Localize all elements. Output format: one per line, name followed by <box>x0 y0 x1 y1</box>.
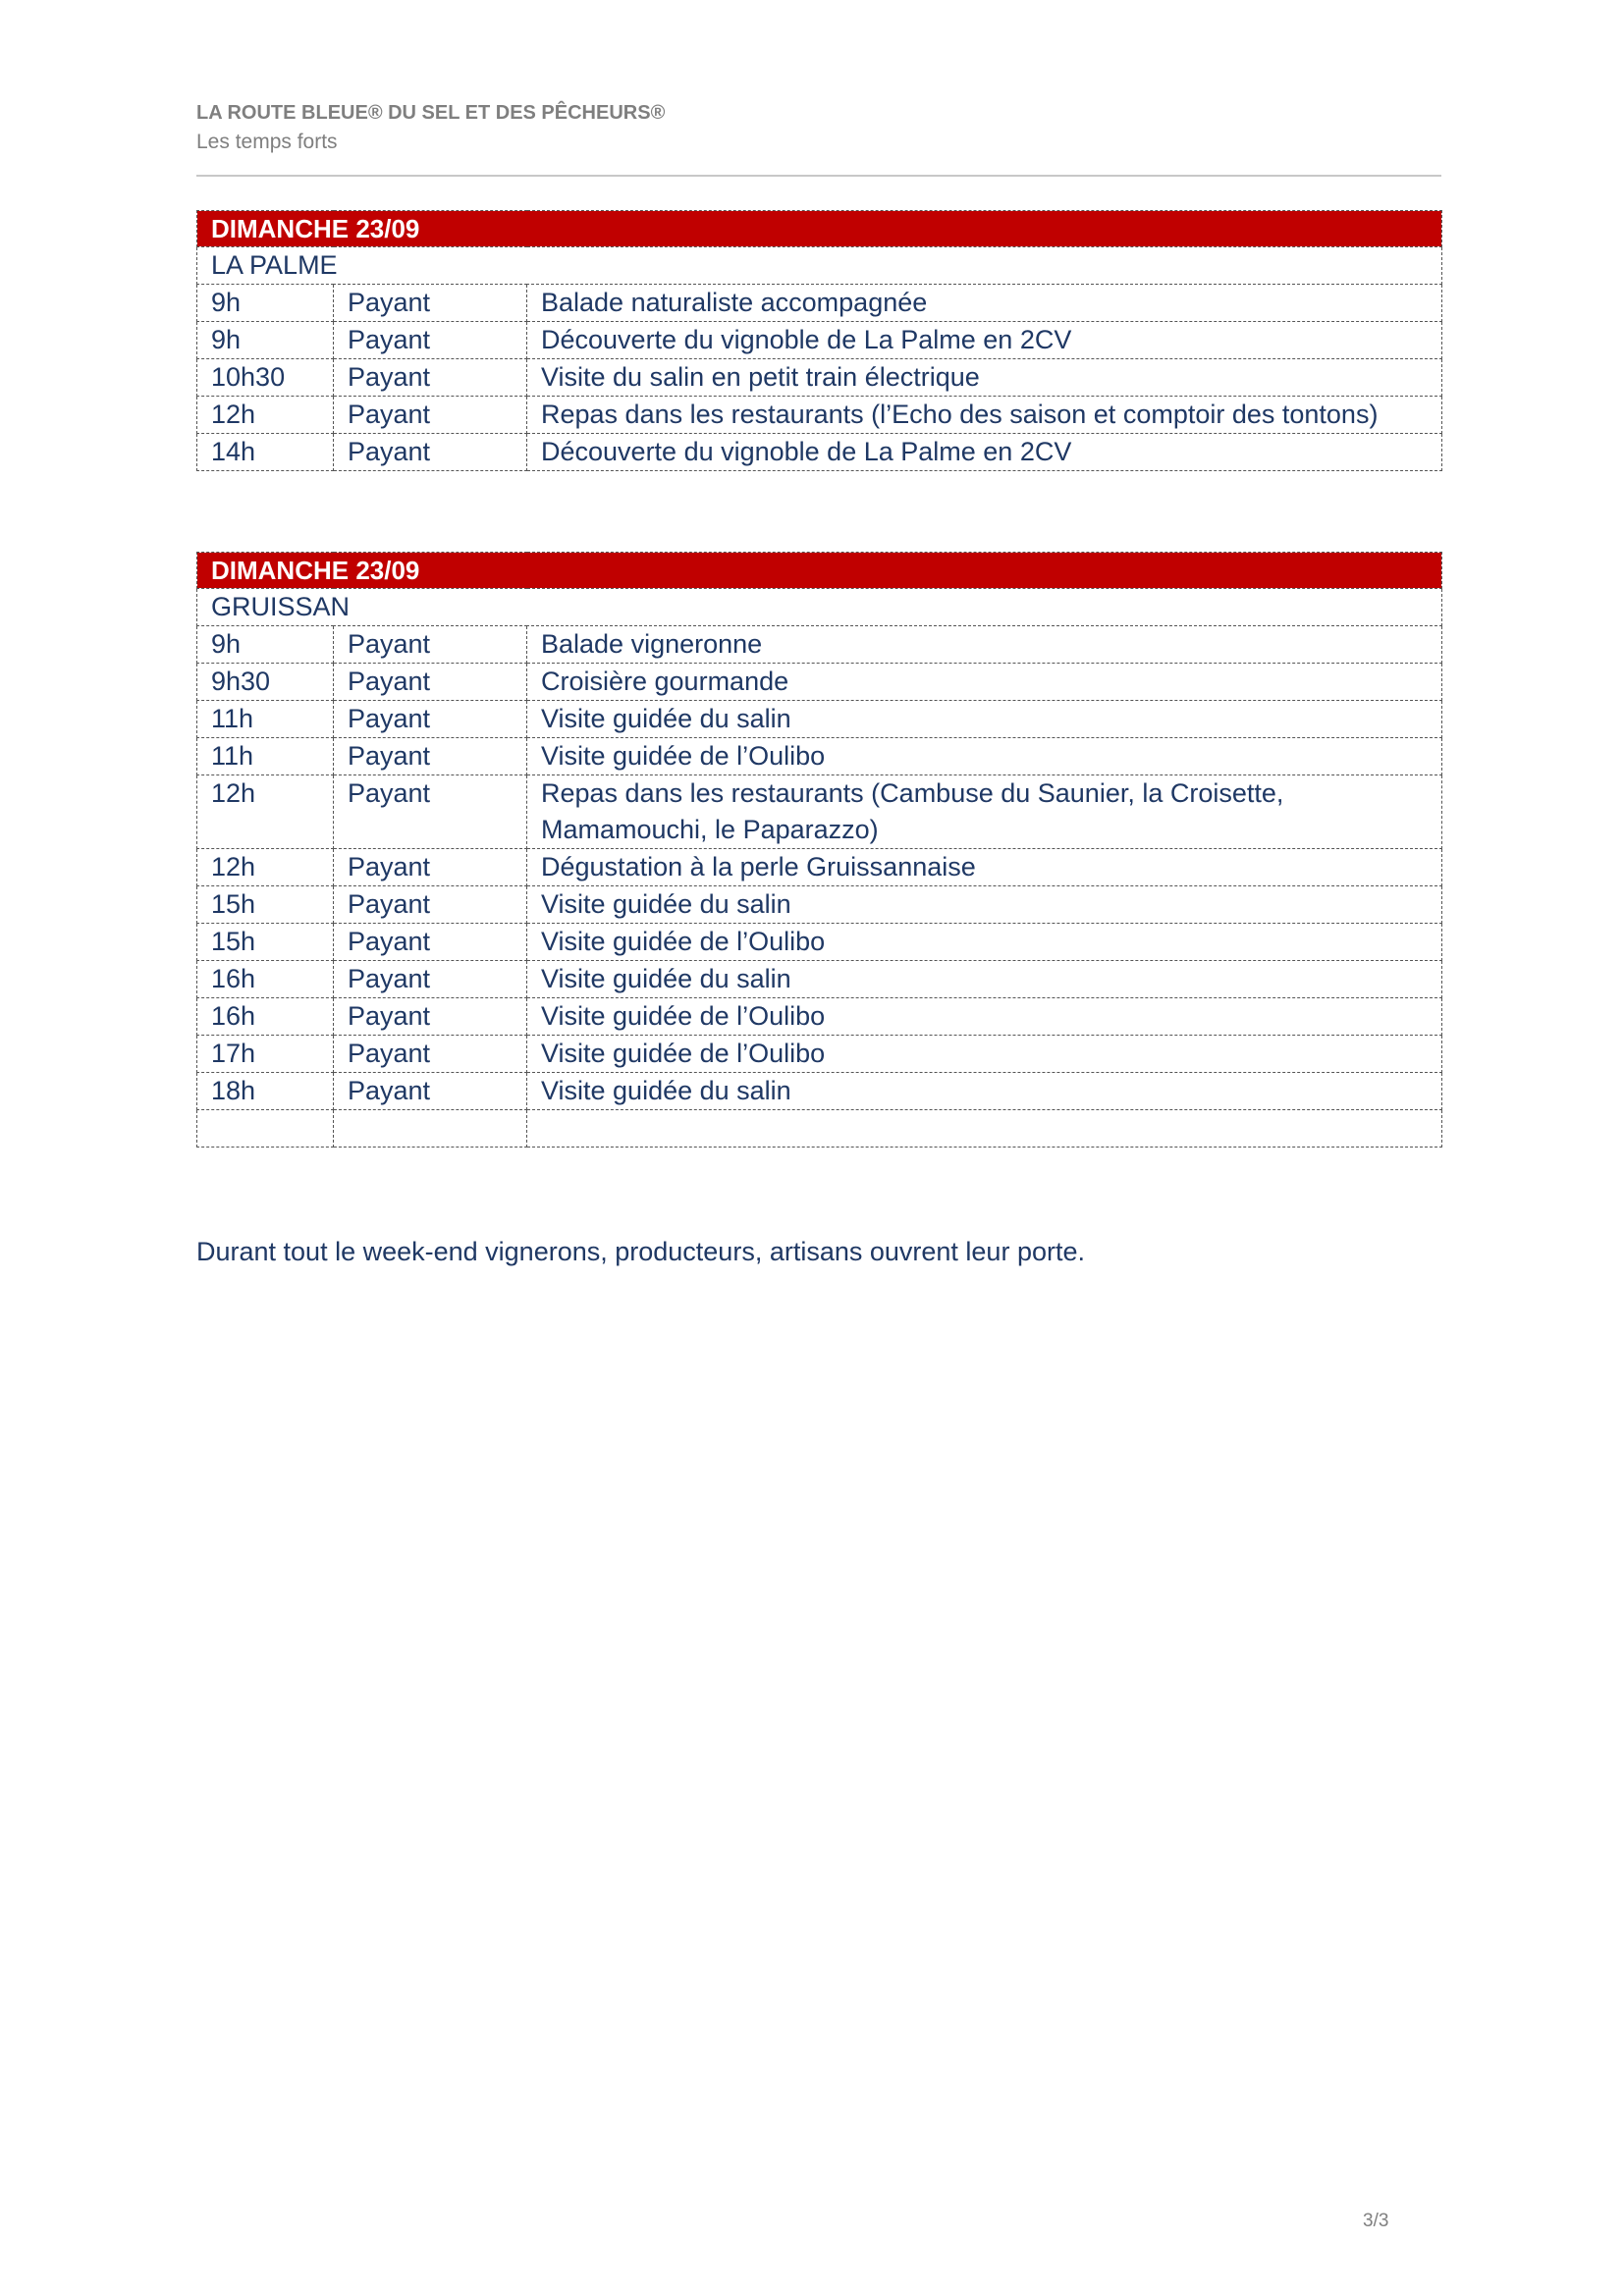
activity-cell: Visite guidée du salin <box>527 701 1442 738</box>
activity-cell: Visite guidée de l’Oulibo <box>527 738 1442 775</box>
table-row <box>197 1036 1442 1073</box>
day-header-row <box>197 211 1442 247</box>
price-cell: Payant <box>334 849 527 886</box>
empty-cell <box>334 1110 527 1148</box>
empty-cell <box>527 1110 1442 1148</box>
activity-cell: Balade naturaliste accompagnée <box>527 285 1442 322</box>
time-cell: 16h <box>197 961 334 998</box>
activity-cell: Visite guidée du salin <box>527 1073 1442 1110</box>
price-cell: Payant <box>334 998 527 1036</box>
time-cell: 9h <box>197 285 334 322</box>
activity-cell: Repas dans les restaurants (l’Echo des saison et comptoir des tontons) <box>527 397 1442 434</box>
time-cell: 15h <box>197 924 334 961</box>
activity-cell: Découverte du vignoble de La Palme en 2CV <box>527 322 1442 359</box>
place-label: GRUISSAN <box>197 589 1442 626</box>
place-label: LA PALME <box>197 247 1442 285</box>
table-row <box>197 664 1442 701</box>
weekend-note: Durant tout le week-end vignerons, producteurs, artisans ouvrent leur porte. <box>196 1237 1085 1266</box>
document-subtitle: Les temps forts <box>196 131 338 153</box>
price-cell: Payant <box>334 626 527 664</box>
time-cell: 15h <box>197 886 334 924</box>
price-cell: Payant <box>334 961 527 998</box>
table-row <box>197 322 1442 359</box>
price-cell: Payant <box>334 322 527 359</box>
place-row <box>197 247 1442 285</box>
price-cell: Payant <box>334 434 527 471</box>
time-cell: 14h <box>197 434 334 471</box>
table-row <box>197 397 1442 434</box>
schedule-table-gruissan <box>196 552 1442 1148</box>
document-title: LA ROUTE BLEUE® DU SEL ET DES PÊCHEURS® <box>196 102 666 124</box>
empty-cell <box>197 1110 334 1148</box>
table-row <box>197 434 1442 471</box>
place-row <box>197 589 1442 626</box>
price-cell: Payant <box>334 359 527 397</box>
schedule-table-la-palme <box>196 210 1442 471</box>
table-row <box>197 285 1442 322</box>
activity-cell: Repas dans les restaurants (Cambuse du Saunier, la Croisette, Mamamouchi, le Paparazzo) <box>527 775 1442 849</box>
page-number: 3/3 <box>1363 2211 1389 2231</box>
price-cell: Payant <box>334 701 527 738</box>
time-cell: 12h <box>197 397 334 434</box>
price-cell: Payant <box>334 738 527 775</box>
day-header-row <box>197 553 1442 589</box>
time-cell: 12h <box>197 775 334 849</box>
activity-cell: Visite guidée de l’Oulibo <box>527 924 1442 961</box>
time-cell: 10h30 <box>197 359 334 397</box>
empty-row <box>197 1110 1442 1148</box>
price-cell: Payant <box>334 664 527 701</box>
activity-cell: Balade vigneronne <box>527 626 1442 664</box>
time-cell: 18h <box>197 1073 334 1110</box>
price-cell: Payant <box>334 397 527 434</box>
day-label: DIMANCHE 23/09 <box>197 553 1442 589</box>
activity-cell: Visite guidée de l’Oulibo <box>527 998 1442 1036</box>
activity-cell: Visite guidée du salin <box>527 886 1442 924</box>
table-row <box>197 961 1442 998</box>
table-row <box>197 626 1442 664</box>
table-row <box>197 924 1442 961</box>
table-row <box>197 886 1442 924</box>
time-cell: 9h <box>197 322 334 359</box>
time-cell: 11h <box>197 738 334 775</box>
table-row <box>197 775 1442 849</box>
time-cell: 17h <box>197 1036 334 1073</box>
time-cell: 16h <box>197 998 334 1036</box>
activity-cell: Croisière gourmande <box>527 664 1442 701</box>
activity-cell: Visite guidée de l’Oulibo <box>527 1036 1442 1073</box>
activity-cell: Découverte du vignoble de La Palme en 2CV <box>527 434 1442 471</box>
time-cell: 11h <box>197 701 334 738</box>
price-cell: Payant <box>334 886 527 924</box>
activity-cell: Visite du salin en petit train électrique <box>527 359 1442 397</box>
time-cell: 9h <box>197 626 334 664</box>
price-cell: Payant <box>334 1073 527 1110</box>
time-cell: 12h <box>197 849 334 886</box>
price-cell: Payant <box>334 1036 527 1073</box>
time-cell: 9h30 <box>197 664 334 701</box>
page-header <box>196 98 1441 157</box>
table-row <box>197 1073 1442 1110</box>
table-row <box>197 998 1442 1036</box>
header-divider <box>196 175 1441 177</box>
day-label: DIMANCHE 23/09 <box>197 211 1442 247</box>
table-row <box>197 359 1442 397</box>
table-row <box>197 738 1442 775</box>
price-cell: Payant <box>334 924 527 961</box>
table-row <box>197 701 1442 738</box>
table-row <box>197 849 1442 886</box>
price-cell: Payant <box>334 285 527 322</box>
price-cell: Payant <box>334 775 527 849</box>
activity-cell: Visite guidée du salin <box>527 961 1442 998</box>
activity-cell: Dégustation à la perle Gruissannaise <box>527 849 1442 886</box>
